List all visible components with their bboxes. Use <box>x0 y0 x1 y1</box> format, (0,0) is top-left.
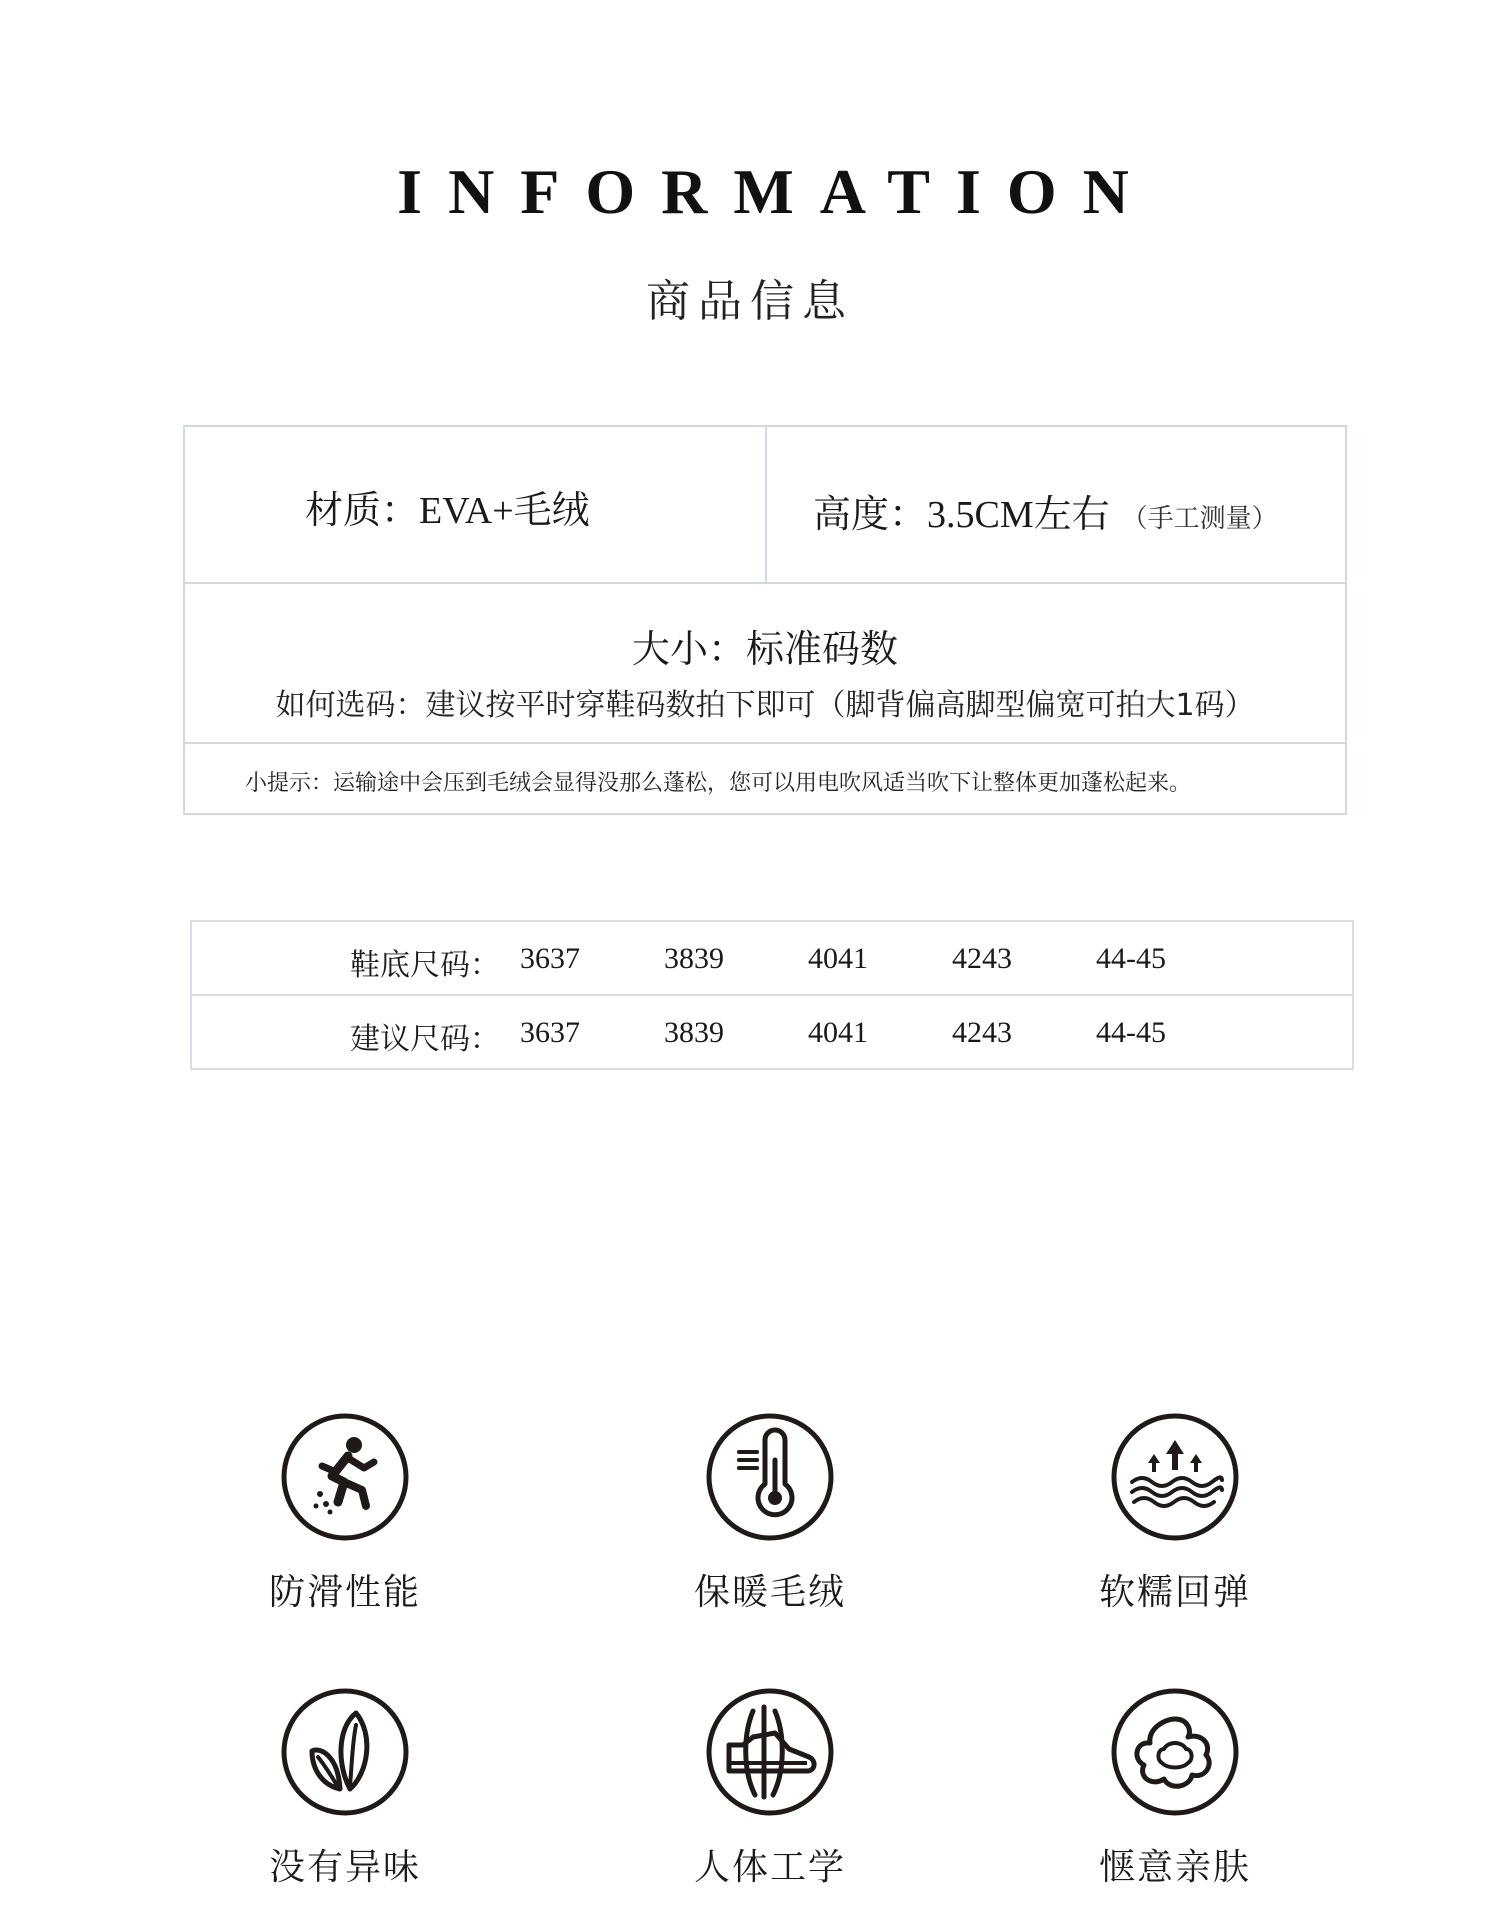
thermometer-icon <box>703 1410 837 1544</box>
size-value: 3839 <box>664 942 724 975</box>
size-value: 4041 <box>808 1016 868 1049</box>
leaves-icon <box>278 1685 412 1819</box>
info-row-tip <box>185 744 1345 815</box>
height-note: （手工测量） <box>1121 504 1278 534</box>
size-row-label: 建议尺码： <box>350 1022 500 1057</box>
size-row-sole <box>192 922 1352 996</box>
shoe-ergonomic-icon <box>703 1685 837 1819</box>
size-chart <box>190 920 1354 1070</box>
feature-label: 防滑性能 <box>268 1572 421 1613</box>
material-value: EVA+毛绒 <box>419 490 590 532</box>
size-advice: 如何选码：建议按平时穿鞋码数拍下即可（脚背偏高脚型偏宽可拍大1码） <box>275 688 1255 723</box>
feature-label: 没有异味 <box>268 1847 421 1888</box>
feature-label: 惬意亲肤 <box>1098 1847 1251 1888</box>
size-value: 3839 <box>664 1016 724 1049</box>
feature-label: 保暖毛绒 <box>693 1572 846 1613</box>
material-cell <box>185 427 767 582</box>
cotton-icon <box>1108 1685 1242 1819</box>
size-value: 3637 <box>520 942 580 975</box>
size-value: 3637 <box>520 1016 580 1049</box>
height-cell <box>767 427 1345 582</box>
size-row-recommended <box>192 996 1352 1068</box>
feature-ergonomic <box>620 1685 920 1890</box>
size-value: 44-45 <box>1096 942 1166 975</box>
material-label: 材质： <box>305 488 420 532</box>
feature-anti-slip <box>195 1410 495 1615</box>
size-title: 大小：标准码数 <box>631 627 898 671</box>
height-value: 3.5CM左右 <box>927 494 1110 536</box>
size-value: 4243 <box>952 1016 1012 1049</box>
feature-warm-plush <box>620 1410 920 1615</box>
info-row-material-height <box>185 427 1345 584</box>
feature-label: 人体工学 <box>693 1847 846 1888</box>
height-label: 高度： <box>813 492 928 536</box>
size-row-label: 鞋底尺码： <box>350 948 500 983</box>
title-chinese: 商品信息 <box>646 276 854 327</box>
size-value: 4041 <box>808 942 868 975</box>
size-value: 44-45 <box>1096 1016 1166 1049</box>
tip-text: 小提示：运输途中会压到毛绒会显得没那么蓬松，您可以用电吹风适当吹下让整体更加蓬松起来。 <box>245 771 1192 796</box>
rebound-arrows-icon <box>1108 1410 1242 1544</box>
title-english: INFORMATION <box>397 156 1155 227</box>
material-text <box>305 479 590 534</box>
height-text <box>813 483 1278 538</box>
info-row-size <box>185 584 1345 744</box>
product-info-table <box>183 425 1347 815</box>
feature-label: 软糯回弹 <box>1098 1572 1251 1613</box>
feature-no-odor <box>195 1685 495 1890</box>
slip-person-icon <box>278 1410 412 1544</box>
feature-soft-rebound <box>1025 1410 1325 1615</box>
feature-skin-friendly <box>1025 1685 1325 1890</box>
size-value: 4243 <box>952 942 1012 975</box>
